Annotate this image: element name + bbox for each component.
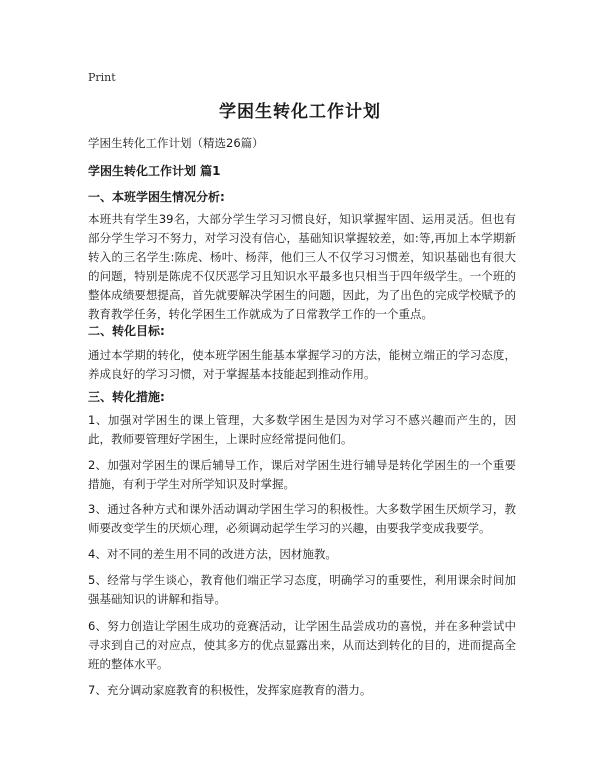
heading-measures: 三、转化措施: <box>88 390 165 404</box>
paragraph-goal: 通过本学期的转化，使本班学困生能基本掌握学习的方法，能树立端正的学习态度，养成良好的学习习惯，对于掌握基本技能起到推动作用。 <box>88 348 516 381</box>
document-title: 学困生转化工作计划 <box>219 102 381 122</box>
heading-situation: 一、本班学困生情况分析: <box>88 190 225 204</box>
document-subtitle: 学困生转化工作计划（精选26篇） <box>88 136 264 150</box>
measure-item: 6、努力创造让学困生成功的竞赛活动，让学困生品尝成功的喜悦，并在多种尝试中寻求到自己的对应点，使其多方的优点显露出来，从而达到转化的目的，进而提高全班的整体水平。 <box>88 619 516 671</box>
measure-item: 5、经常与学生谈心，教育他们端正学习态度，明确学习的重要性，利用课余时间加强基础知识的讲解和指导。 <box>88 573 516 606</box>
heading-goal: 二、转化目标: <box>88 324 165 338</box>
measure-item: 3、通过各种方式和课外活动调动学困生学习的积极性。大多数学困生厌烦学习，教师要改变学生的厌烦心理，必须调动起学生学习的兴趣，由要我学变成我要学。 <box>88 502 516 535</box>
measure-item: 4、对不同的差生用不同的改进方法，因材施教。 <box>88 547 337 561</box>
print-label[interactable]: Print <box>88 71 116 84</box>
measure-item: 2、加强对学困生的课后辅导工作，课后对学困生进行辅导是转化学困生的一个重要措施，有利于学生对所学知识及时掌握。 <box>88 458 516 491</box>
paragraph-situation: 本班共有学生39名，大部分学生学习习惯良好，知识掌握牢固、运用灵活。但也有部分学生学习不努力，对学习没有信心，基础知识掌握较差，如:等,再加上本学期新转入的三名学生:陈虎、杨叶、杨萍，他们三人不仅学习习惯差，知识基础也有很大的问题，特别是陈虎不仅厌恶学习且知识水平最多也只相当于四年级学生。一个班的整体成绩要想提高，首先就要解决学困生的问题，因此，为了出色的完成学校赋予的教育教学任务，转化学困生工作就成为了日常教学工作的一个重点。 <box>88 212 516 321</box>
measure-item: 1、加强对学困生的课上管理，大多数学困生是因为对学习不感兴趣而产生的，因此，教师要管理好学困生，上课时应经常提问他们。 <box>88 413 516 446</box>
measure-item: 7、充分调动家庭教育的积极性，发挥家庭教育的潜力。 <box>88 683 372 697</box>
section-title: 学困生转化工作计划 篇1 <box>88 164 221 178</box>
